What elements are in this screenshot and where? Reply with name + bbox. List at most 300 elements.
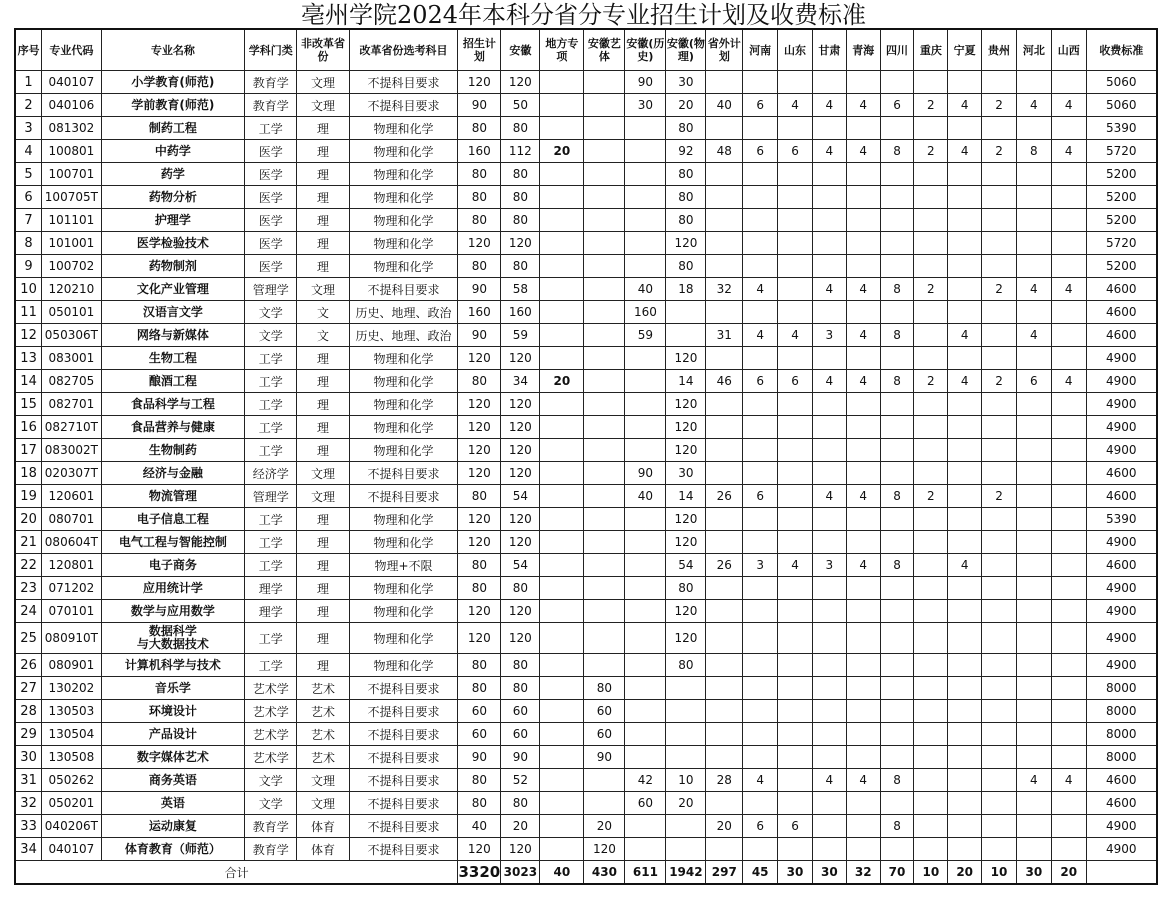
cell-anhui-art-sport <box>584 462 625 485</box>
cell-shandong: 4 <box>778 324 813 347</box>
cell-anhui-history: 42 <box>625 769 666 792</box>
cell-index: 26 <box>15 654 42 677</box>
cell-discipline: 工学 <box>245 347 297 370</box>
cell-shandong: 6 <box>778 140 813 163</box>
cell-gansu <box>812 232 846 255</box>
cell-henan: 6 <box>743 140 778 163</box>
cell-index: 16 <box>15 416 42 439</box>
header-shandong: 山东 <box>778 29 813 71</box>
cell-reform-subjects: 不提科目要求 <box>349 677 458 700</box>
cell-index: 21 <box>15 531 42 554</box>
cell-discipline: 艺术学 <box>245 677 297 700</box>
cell-index: 4 <box>15 140 42 163</box>
cell-anhui: 80 <box>501 792 540 815</box>
cell-tuition-fee: 4900 <box>1086 654 1157 677</box>
cell-sichuan <box>880 163 914 186</box>
cell-local-special <box>540 792 584 815</box>
table-row <box>15 600 1157 623</box>
cell-qinghai <box>846 163 880 186</box>
cell-sichuan <box>880 654 914 677</box>
cell-ningxia <box>948 209 982 232</box>
cell-anhui-physics: 120 <box>666 232 706 255</box>
cell-out-of-province <box>706 623 743 654</box>
cell-major-code: 080701 <box>42 508 101 531</box>
cell-gansu <box>812 439 846 462</box>
cell-anhui-art-sport: 60 <box>584 700 625 723</box>
cell-major-code: 040107 <box>42 838 101 861</box>
cell-gansu: 4 <box>812 140 846 163</box>
cell-out-of-province <box>706 416 743 439</box>
cell-major-name: 环境设计 <box>101 700 245 723</box>
cell-index: 5 <box>15 163 42 186</box>
cell-hebei: 4 <box>1016 769 1051 792</box>
cell-local-special <box>540 416 584 439</box>
cell-gansu: 4 <box>812 769 846 792</box>
cell-qinghai <box>846 117 880 140</box>
cell-guizhou <box>982 554 1017 577</box>
cell-sichuan <box>880 746 914 769</box>
cell-anhui: 120 <box>501 462 540 485</box>
cell-anhui-art-sport <box>584 209 625 232</box>
cell-reform-subjects: 不提科目要求 <box>349 792 458 815</box>
header-discipline: 学科门类 <box>245 29 297 71</box>
cell-discipline: 工学 <box>245 416 297 439</box>
cell-henan <box>743 623 778 654</box>
cell-shandong <box>778 623 813 654</box>
cell-anhui-history <box>625 838 666 861</box>
cell-qinghai: 4 <box>846 324 880 347</box>
total-ningxia: 20 <box>948 861 982 885</box>
cell-index: 28 <box>15 700 42 723</box>
cell-major-name: 体育教育（师范） <box>101 838 245 861</box>
cell-anhui-history <box>625 439 666 462</box>
cell-major-name: 中药学 <box>101 140 245 163</box>
cell-out-of-province <box>706 600 743 623</box>
cell-anhui: 50 <box>501 94 540 117</box>
cell-anhui-art-sport <box>584 554 625 577</box>
cell-qinghai <box>846 746 880 769</box>
cell-hebei <box>1016 554 1051 577</box>
cell-shanxi <box>1051 815 1086 838</box>
cell-sichuan <box>880 232 914 255</box>
cell-guizhou: 2 <box>982 278 1017 301</box>
cell-major-code: 082701 <box>42 393 101 416</box>
cell-local-special <box>540 324 584 347</box>
cell-anhui-art-sport <box>584 140 625 163</box>
cell-anhui-art-sport <box>584 531 625 554</box>
cell-tuition-fee: 5720 <box>1086 140 1157 163</box>
cell-qinghai <box>846 815 880 838</box>
cell-guizhou <box>982 815 1017 838</box>
cell-anhui-physics: 120 <box>666 347 706 370</box>
cell-major-name: 商务英语 <box>101 769 245 792</box>
cell-qinghai <box>846 301 880 324</box>
cell-anhui: 120 <box>501 393 540 416</box>
cell-shandong <box>778 301 813 324</box>
cell-chongqing <box>914 508 948 531</box>
cell-hebei <box>1016 393 1051 416</box>
cell-henan <box>743 163 778 186</box>
cell-sichuan <box>880 723 914 746</box>
cell-out-of-province <box>706 255 743 278</box>
cell-out-of-province <box>706 117 743 140</box>
cell-major-name: 物流管理 <box>101 485 245 508</box>
cell-shandong <box>778 439 813 462</box>
total-anhui-physics: 1942 <box>666 861 706 885</box>
cell-anhui-art-sport <box>584 255 625 278</box>
cell-anhui-history: 60 <box>625 792 666 815</box>
header-major-code: 专业代码 <box>42 29 101 71</box>
cell-ningxia <box>948 485 982 508</box>
total-local-special: 40 <box>540 861 584 885</box>
cell-hebei <box>1016 815 1051 838</box>
cell-anhui-physics: 120 <box>666 439 706 462</box>
cell-chongqing <box>914 255 948 278</box>
cell-index: 14 <box>15 370 42 393</box>
cell-major-name: 网络与新媒体 <box>101 324 245 347</box>
cell-chongqing <box>914 723 948 746</box>
cell-tuition-fee: 8000 <box>1086 746 1157 769</box>
cell-anhui-physics: 30 <box>666 462 706 485</box>
cell-qinghai <box>846 700 880 723</box>
cell-out-of-province <box>706 577 743 600</box>
cell-major-code: 083001 <box>42 347 101 370</box>
cell-shandong <box>778 347 813 370</box>
cell-index: 25 <box>15 623 42 654</box>
cell-anhui: 80 <box>501 654 540 677</box>
cell-out-of-province <box>706 531 743 554</box>
cell-major-code: 040106 <box>42 94 101 117</box>
cell-henan <box>743 462 778 485</box>
cell-guizhou <box>982 393 1017 416</box>
cell-non-reform-province: 理 <box>297 393 349 416</box>
cell-ningxia <box>948 746 982 769</box>
cell-henan <box>743 577 778 600</box>
cell-non-reform-province: 理 <box>297 163 349 186</box>
cell-shandong <box>778 393 813 416</box>
cell-shanxi <box>1051 186 1086 209</box>
cell-anhui: 52 <box>501 769 540 792</box>
cell-gansu <box>812 531 846 554</box>
cell-guizhou <box>982 531 1017 554</box>
cell-shanxi <box>1051 255 1086 278</box>
cell-local-special <box>540 163 584 186</box>
cell-shanxi <box>1051 654 1086 677</box>
cell-anhui-physics: 120 <box>666 531 706 554</box>
cell-discipline: 工学 <box>245 554 297 577</box>
cell-qinghai <box>846 838 880 861</box>
cell-major-name: 学前教育(师范) <box>101 94 245 117</box>
cell-guizhou <box>982 255 1017 278</box>
cell-discipline: 理学 <box>245 600 297 623</box>
table-row <box>15 370 1157 393</box>
cell-plan-total: 80 <box>458 577 501 600</box>
cell-index: 33 <box>15 815 42 838</box>
header-anhui-art-sport: 安徽艺体 <box>584 29 625 71</box>
cell-major-code: 050262 <box>42 769 101 792</box>
cell-out-of-province: 31 <box>706 324 743 347</box>
cell-index: 32 <box>15 792 42 815</box>
cell-anhui: 120 <box>501 600 540 623</box>
cell-gansu <box>812 792 846 815</box>
cell-anhui: 120 <box>501 232 540 255</box>
cell-ningxia <box>948 416 982 439</box>
cell-discipline: 文学 <box>245 301 297 324</box>
cell-shandong <box>778 677 813 700</box>
cell-shandong <box>778 746 813 769</box>
cell-tuition-fee: 4600 <box>1086 324 1157 347</box>
cell-reform-subjects: 物理和化学 <box>349 209 458 232</box>
cell-qinghai <box>846 209 880 232</box>
cell-reform-subjects: 物理和化学 <box>349 232 458 255</box>
cell-henan <box>743 600 778 623</box>
cell-anhui-history <box>625 677 666 700</box>
cell-anhui-art-sport <box>584 278 625 301</box>
cell-local-special <box>540 255 584 278</box>
total-anhui: 3023 <box>501 861 540 885</box>
cell-major-code: 080604T <box>42 531 101 554</box>
cell-hebei <box>1016 746 1051 769</box>
cell-major-code: 083002T <box>42 439 101 462</box>
cell-shanxi: 4 <box>1051 278 1086 301</box>
cell-hebei <box>1016 577 1051 600</box>
cell-guizhou <box>982 347 1017 370</box>
cell-qinghai <box>846 462 880 485</box>
cell-discipline: 理学 <box>245 577 297 600</box>
cell-guizhou <box>982 324 1017 347</box>
cell-local-special <box>540 815 584 838</box>
table-row <box>15 94 1157 117</box>
total-out-of-province: 297 <box>706 861 743 885</box>
header-anhui: 安徽 <box>501 29 540 71</box>
header-henan: 河南 <box>743 29 778 71</box>
total-anhui-history: 611 <box>625 861 666 885</box>
cell-anhui-art-sport: 120 <box>584 838 625 861</box>
cell-tuition-fee: 4900 <box>1086 416 1157 439</box>
cell-sichuan: 8 <box>880 554 914 577</box>
cell-henan <box>743 654 778 677</box>
cell-anhui-art-sport <box>584 232 625 255</box>
cell-gansu <box>812 654 846 677</box>
cell-index: 10 <box>15 278 42 301</box>
table-row <box>15 255 1157 278</box>
cell-anhui: 80 <box>501 163 540 186</box>
cell-anhui-art-sport <box>584 324 625 347</box>
cell-discipline: 医学 <box>245 255 297 278</box>
cell-guizhou <box>982 508 1017 531</box>
cell-local-special <box>540 577 584 600</box>
cell-local-special <box>540 94 584 117</box>
cell-index: 24 <box>15 600 42 623</box>
cell-major-code: 100801 <box>42 140 101 163</box>
cell-gansu <box>812 815 846 838</box>
cell-index: 20 <box>15 508 42 531</box>
cell-henan <box>743 508 778 531</box>
cell-discipline: 管理学 <box>245 485 297 508</box>
cell-gansu <box>812 71 846 94</box>
total-shanxi: 20 <box>1051 861 1086 885</box>
header-guizhou: 贵州 <box>982 29 1017 71</box>
cell-local-special <box>540 623 584 654</box>
cell-qinghai: 4 <box>846 370 880 393</box>
cell-local-special <box>540 531 584 554</box>
total-label: 合计 <box>15 861 458 885</box>
cell-ningxia <box>948 677 982 700</box>
cell-henan <box>743 301 778 324</box>
cell-ningxia <box>948 531 982 554</box>
cell-major-code: 071202 <box>42 577 101 600</box>
cell-chongqing <box>914 393 948 416</box>
cell-anhui-art-sport <box>584 370 625 393</box>
cell-anhui-history <box>625 370 666 393</box>
cell-henan: 6 <box>743 815 778 838</box>
cell-henan <box>743 531 778 554</box>
cell-henan: 3 <box>743 554 778 577</box>
cell-anhui-physics: 20 <box>666 94 706 117</box>
cell-hebei <box>1016 347 1051 370</box>
table-row <box>15 439 1157 462</box>
cell-chongqing <box>914 700 948 723</box>
cell-non-reform-province: 理 <box>297 186 349 209</box>
cell-major-name: 数据科学 与大数据技术 <box>101 623 245 654</box>
cell-qinghai <box>846 416 880 439</box>
cell-henan <box>743 255 778 278</box>
cell-gansu <box>812 700 846 723</box>
cell-ningxia <box>948 654 982 677</box>
cell-guizhou <box>982 462 1017 485</box>
cell-anhui-history <box>625 654 666 677</box>
cell-local-special <box>540 746 584 769</box>
cell-major-code: 120210 <box>42 278 101 301</box>
cell-anhui-physics: 80 <box>666 654 706 677</box>
cell-ningxia <box>948 163 982 186</box>
cell-plan-total: 120 <box>458 508 501 531</box>
cell-index: 18 <box>15 462 42 485</box>
cell-reform-subjects: 物理和化学 <box>349 531 458 554</box>
cell-shandong <box>778 416 813 439</box>
cell-sichuan <box>880 838 914 861</box>
cell-tuition-fee: 4900 <box>1086 531 1157 554</box>
cell-henan <box>743 232 778 255</box>
cell-anhui-physics: 120 <box>666 600 706 623</box>
cell-out-of-province <box>706 186 743 209</box>
table-header-row <box>15 29 1157 71</box>
cell-out-of-province <box>706 677 743 700</box>
cell-major-code: 082710T <box>42 416 101 439</box>
cell-shanxi: 4 <box>1051 370 1086 393</box>
cell-anhui: 120 <box>501 347 540 370</box>
table-row <box>15 209 1157 232</box>
cell-anhui-history <box>625 700 666 723</box>
cell-tuition-fee: 4900 <box>1086 838 1157 861</box>
cell-anhui: 160 <box>501 301 540 324</box>
cell-anhui-physics: 14 <box>666 370 706 393</box>
table-row <box>15 746 1157 769</box>
cell-gansu <box>812 838 846 861</box>
cell-ningxia <box>948 71 982 94</box>
cell-guizhou: 2 <box>982 370 1017 393</box>
cell-shanxi: 4 <box>1051 140 1086 163</box>
cell-shandong <box>778 723 813 746</box>
total-anhui-art-sport: 430 <box>584 861 625 885</box>
cell-chongqing <box>914 301 948 324</box>
cell-shandong <box>778 600 813 623</box>
cell-index: 30 <box>15 746 42 769</box>
cell-qinghai <box>846 723 880 746</box>
cell-gansu <box>812 677 846 700</box>
cell-plan-total: 80 <box>458 485 501 508</box>
cell-ningxia <box>948 700 982 723</box>
cell-anhui-art-sport <box>584 71 625 94</box>
cell-sichuan <box>880 577 914 600</box>
cell-anhui-art-sport <box>584 393 625 416</box>
cell-sichuan <box>880 71 914 94</box>
cell-local-special: 20 <box>540 370 584 393</box>
cell-henan: 6 <box>743 485 778 508</box>
cell-sichuan: 8 <box>880 370 914 393</box>
cell-qinghai <box>846 531 880 554</box>
cell-local-special: 20 <box>540 140 584 163</box>
cell-guizhou: 2 <box>982 140 1017 163</box>
cell-tuition-fee: 4600 <box>1086 278 1157 301</box>
cell-chongqing: 2 <box>914 278 948 301</box>
table-row <box>15 347 1157 370</box>
cell-hebei: 8 <box>1016 140 1051 163</box>
cell-major-name: 生物工程 <box>101 347 245 370</box>
header-qinghai: 青海 <box>846 29 880 71</box>
cell-hebei: 4 <box>1016 94 1051 117</box>
cell-non-reform-province: 艺术 <box>297 723 349 746</box>
cell-hebei <box>1016 209 1051 232</box>
cell-anhui-physics <box>666 746 706 769</box>
total-chongqing: 10 <box>914 861 948 885</box>
cell-anhui: 112 <box>501 140 540 163</box>
cell-out-of-province <box>706 508 743 531</box>
cell-shanxi <box>1051 163 1086 186</box>
table-row <box>15 186 1157 209</box>
cell-shanxi <box>1051 485 1086 508</box>
cell-index: 34 <box>15 838 42 861</box>
cell-reform-subjects: 不提科目要求 <box>349 815 458 838</box>
cell-anhui: 60 <box>501 700 540 723</box>
cell-reform-subjects: 物理和化学 <box>349 163 458 186</box>
cell-sichuan <box>880 600 914 623</box>
cell-shanxi <box>1051 324 1086 347</box>
cell-ningxia <box>948 508 982 531</box>
cell-qinghai: 4 <box>846 554 880 577</box>
cell-henan: 4 <box>743 769 778 792</box>
cell-major-name: 英语 <box>101 792 245 815</box>
total-guizhou: 10 <box>982 861 1017 885</box>
table-row <box>15 792 1157 815</box>
cell-shandong <box>778 508 813 531</box>
cell-index: 7 <box>15 209 42 232</box>
table-row <box>15 117 1157 140</box>
cell-qinghai <box>846 623 880 654</box>
cell-anhui-physics: 54 <box>666 554 706 577</box>
cell-index: 31 <box>15 769 42 792</box>
cell-guizhou <box>982 117 1017 140</box>
cell-anhui-physics: 120 <box>666 416 706 439</box>
cell-anhui: 34 <box>501 370 540 393</box>
cell-sichuan <box>880 347 914 370</box>
cell-tuition-fee: 5200 <box>1086 209 1157 232</box>
cell-major-code: 080910T <box>42 623 101 654</box>
cell-non-reform-province: 艺术 <box>297 700 349 723</box>
cell-non-reform-province: 文 <box>297 301 349 324</box>
cell-gansu <box>812 393 846 416</box>
table-row <box>15 462 1157 485</box>
